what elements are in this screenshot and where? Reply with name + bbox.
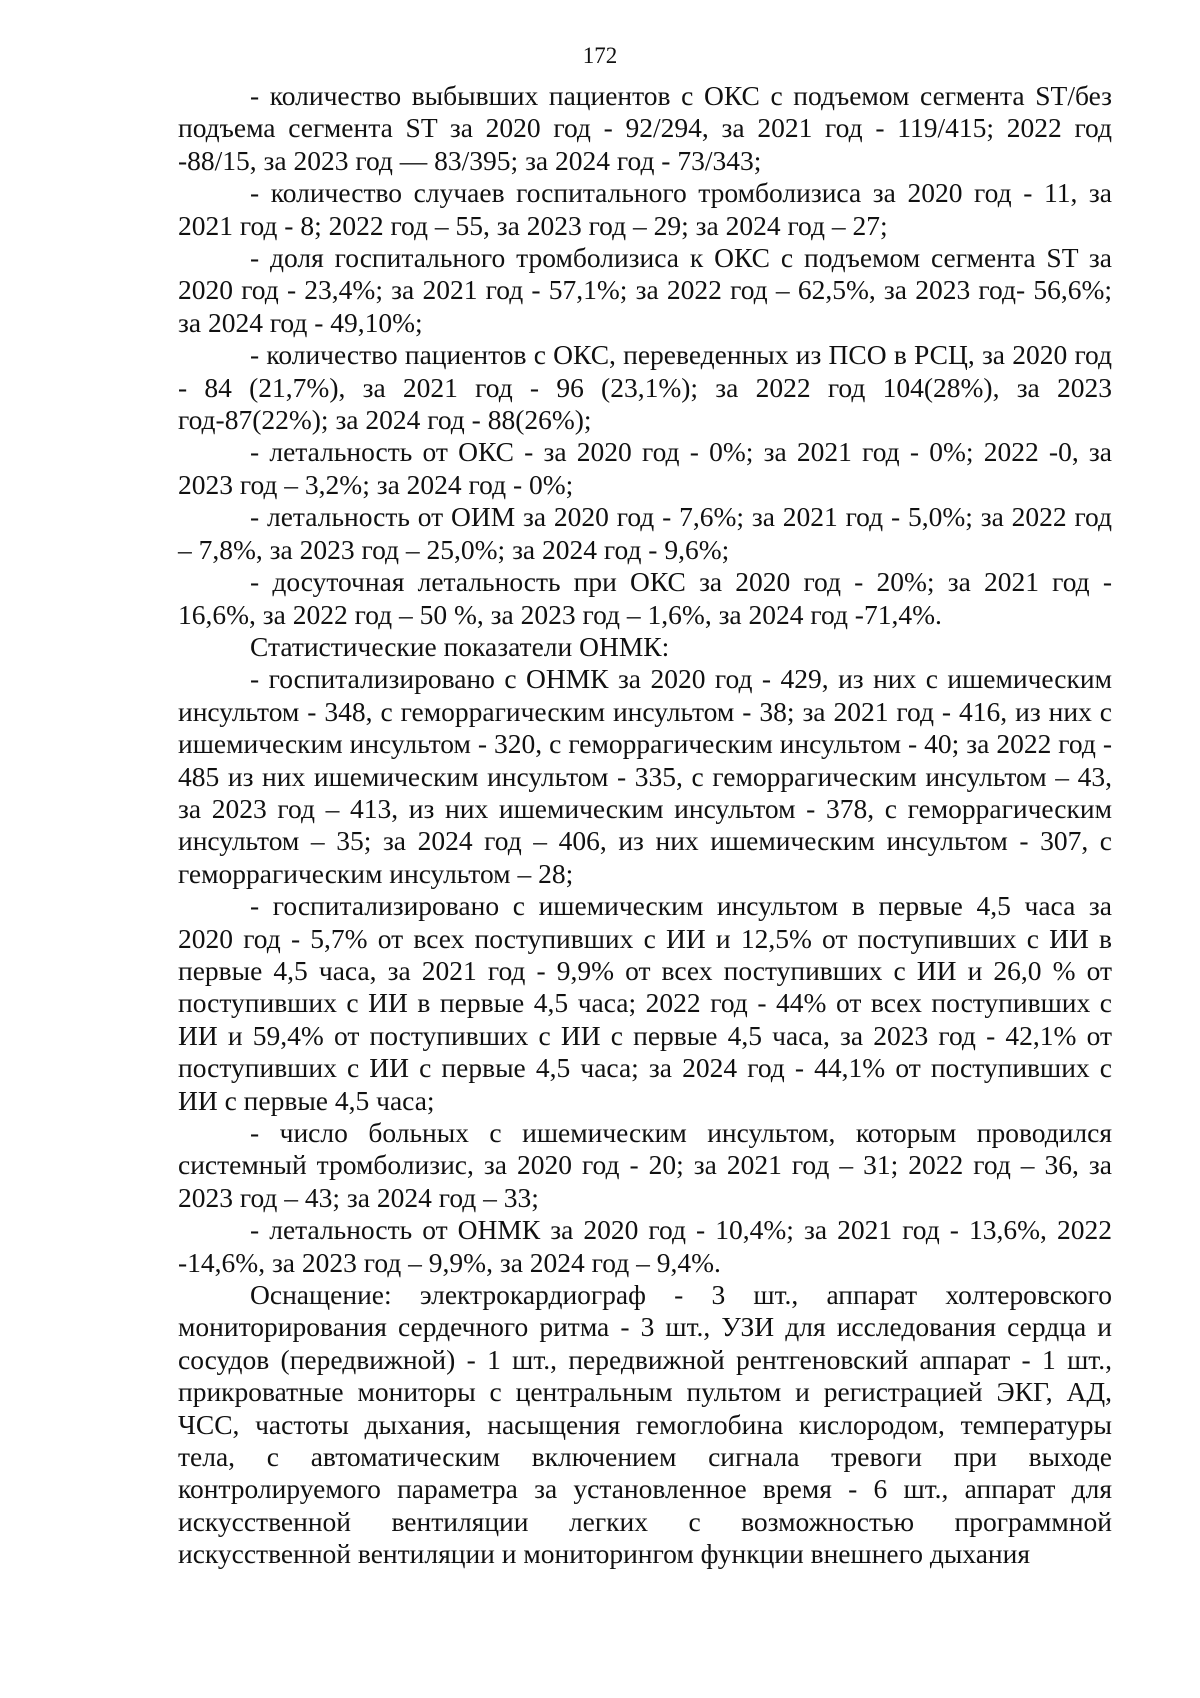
paragraph-acs-discharged: - количество выбывших пациентов с ОКС с подъемом сегмента ST/без подъема сегмента ST за 2020 год - 92/294, за 2021 год - 119/415; 2022 год -88/15, за 2023 год — 83/395; за 2024 год - 73/343; [178,80,1112,176]
paragraph-acs-mortality: - летальность от ОКС - за 2020 год - 0%; за 2021 год - 0%; 2022 -0, за 2023 год – 3,2%; за 2024 год - 0%; [178,436,1112,500]
paragraph-stroke-mortality: - летальность от ОНМК за 2020 год - 10,4%; за 2021 год - 13,6%, 2022 -14,6%, за 2023 год – 9,9%, за 2024 год – 9,4%. [178,1214,1112,1278]
paragraph-stroke-hospitalized: - госпитализировано с ОНМК за 2020 год - 429, из них с ишемическим инсультом - 348, с геморрагическим инсультом - 38; за 2021 год - 416, из них с ишемическим инсультом - 320, с геморрагическим инсультом - 40; за 2022 год - 485 из них ишемическим инсультом - 335, с геморрагическим инсультом – 43, за 2023 год – 413, из них ишемическим инсультом - 378, с геморрагическим инсультом – 35; за 2024 год – 406, из них ишемическим инсультом - 307, с геморрагическим инсультом – 28; [178,663,1112,889]
paragraph-ami-mortality: - летальность от ОИМ за 2020 год - 7,6%; за 2021 год - 5,0%; за 2022 год – 7,8%, за 2023 год – 25,0%; за 2024 год - 9,6%; [178,501,1112,565]
paragraph-thrombolysis-share: - доля госпитального тромболизиса к ОКС с подъемом сегмента ST за 2020 год - 23,4%; за 2021 год - 57,1%; за 2022 год – 62,5%, за 2023 год- 56,6%; за 2024 год - 49,10%; [178,242,1112,338]
page-number: 172 [582,43,618,68]
paragraph-systemic-thrombolysis: - число больных с ишемическим инсультом, которым проводился системный тромболизис, за 2020 год - 20; за 2021 год – 31; 2022 год – 36, за 2023 год – 43; за 2024 год – 33; [178,1117,1112,1213]
document-body [178,80,1112,1571]
paragraph-thrombolysis-cases: - количество случаев госпитального тромболизиса за 2020 год - 11, за 2021 год - 8; 2022 год – 55, за 2023 год – 29; за 2024 год – 27; [178,177,1112,241]
section-heading-stroke-stats: Статистические показатели ОНМК: [250,630,670,662]
paragraph-acs-transfers: - количество пациентов с ОКС, переведенных из ПСО в РСЦ, за 2020 год - 84 (21,7%), за 2021 год - 96 (23,1%); за 2022 год 104(28%), за 2023 год-87(22%); за 2024 год - 88(26%); [178,339,1112,436]
paragraph-acs-early-mortality: - досуточная летальность при ОКС за 2020 год - 20%; за 2021 год - 16,6%, за 2022 год – 50 %, за 2023 год – 1,6%, за 2024 год -71,4%. [178,566,1112,630]
paragraph-ischemic-first-hours: - госпитализировано с ишемическим инсультом в первые 4,5 часа за 2020 год - 5,7% от всех поступивших с ИИ и 12,5% от поступивших с ИИ в первые 4,5 часа, за 2021 год - 9,9% от всех поступивших с ИИ и 26,0 % от поступивших с ИИ в первые 4,5 часа; 2022 год - 44% от всех поступивших с ИИ и 59,4% от поступивших с ИИ с первые 4,5 часа, за 2023 год - 42,1% от поступивших с ИИ с первые 4,5 часа; за 2024 год - 44,1% от поступивших с ИИ с первые 4,5 часа; [178,890,1112,1116]
paragraph-equipment: Оснащение: электрокардиограф - 3 шт., аппарат холтеровского мониторирования сердечного ритма - 3 шт., УЗИ для исследования сердца и сосудов (передвижной) - 1 шт., передвижной рентгеновский аппарат - 1 шт., прикроватные мониторы с центральным пультом и регистрацией ЭКГ, АД, ЧСС, частоты дыхания, насыщения гемоглобина кислородом, температуры тела, с автоматическим включением сигнала тревоги при выходе контролируемого параметра за установленное время - 6 шт., аппарат для искусственной вентиляции легких с возможностью программной искусственной вентиляции и мониторингом функции внешнего дыхания [178,1279,1112,1570]
